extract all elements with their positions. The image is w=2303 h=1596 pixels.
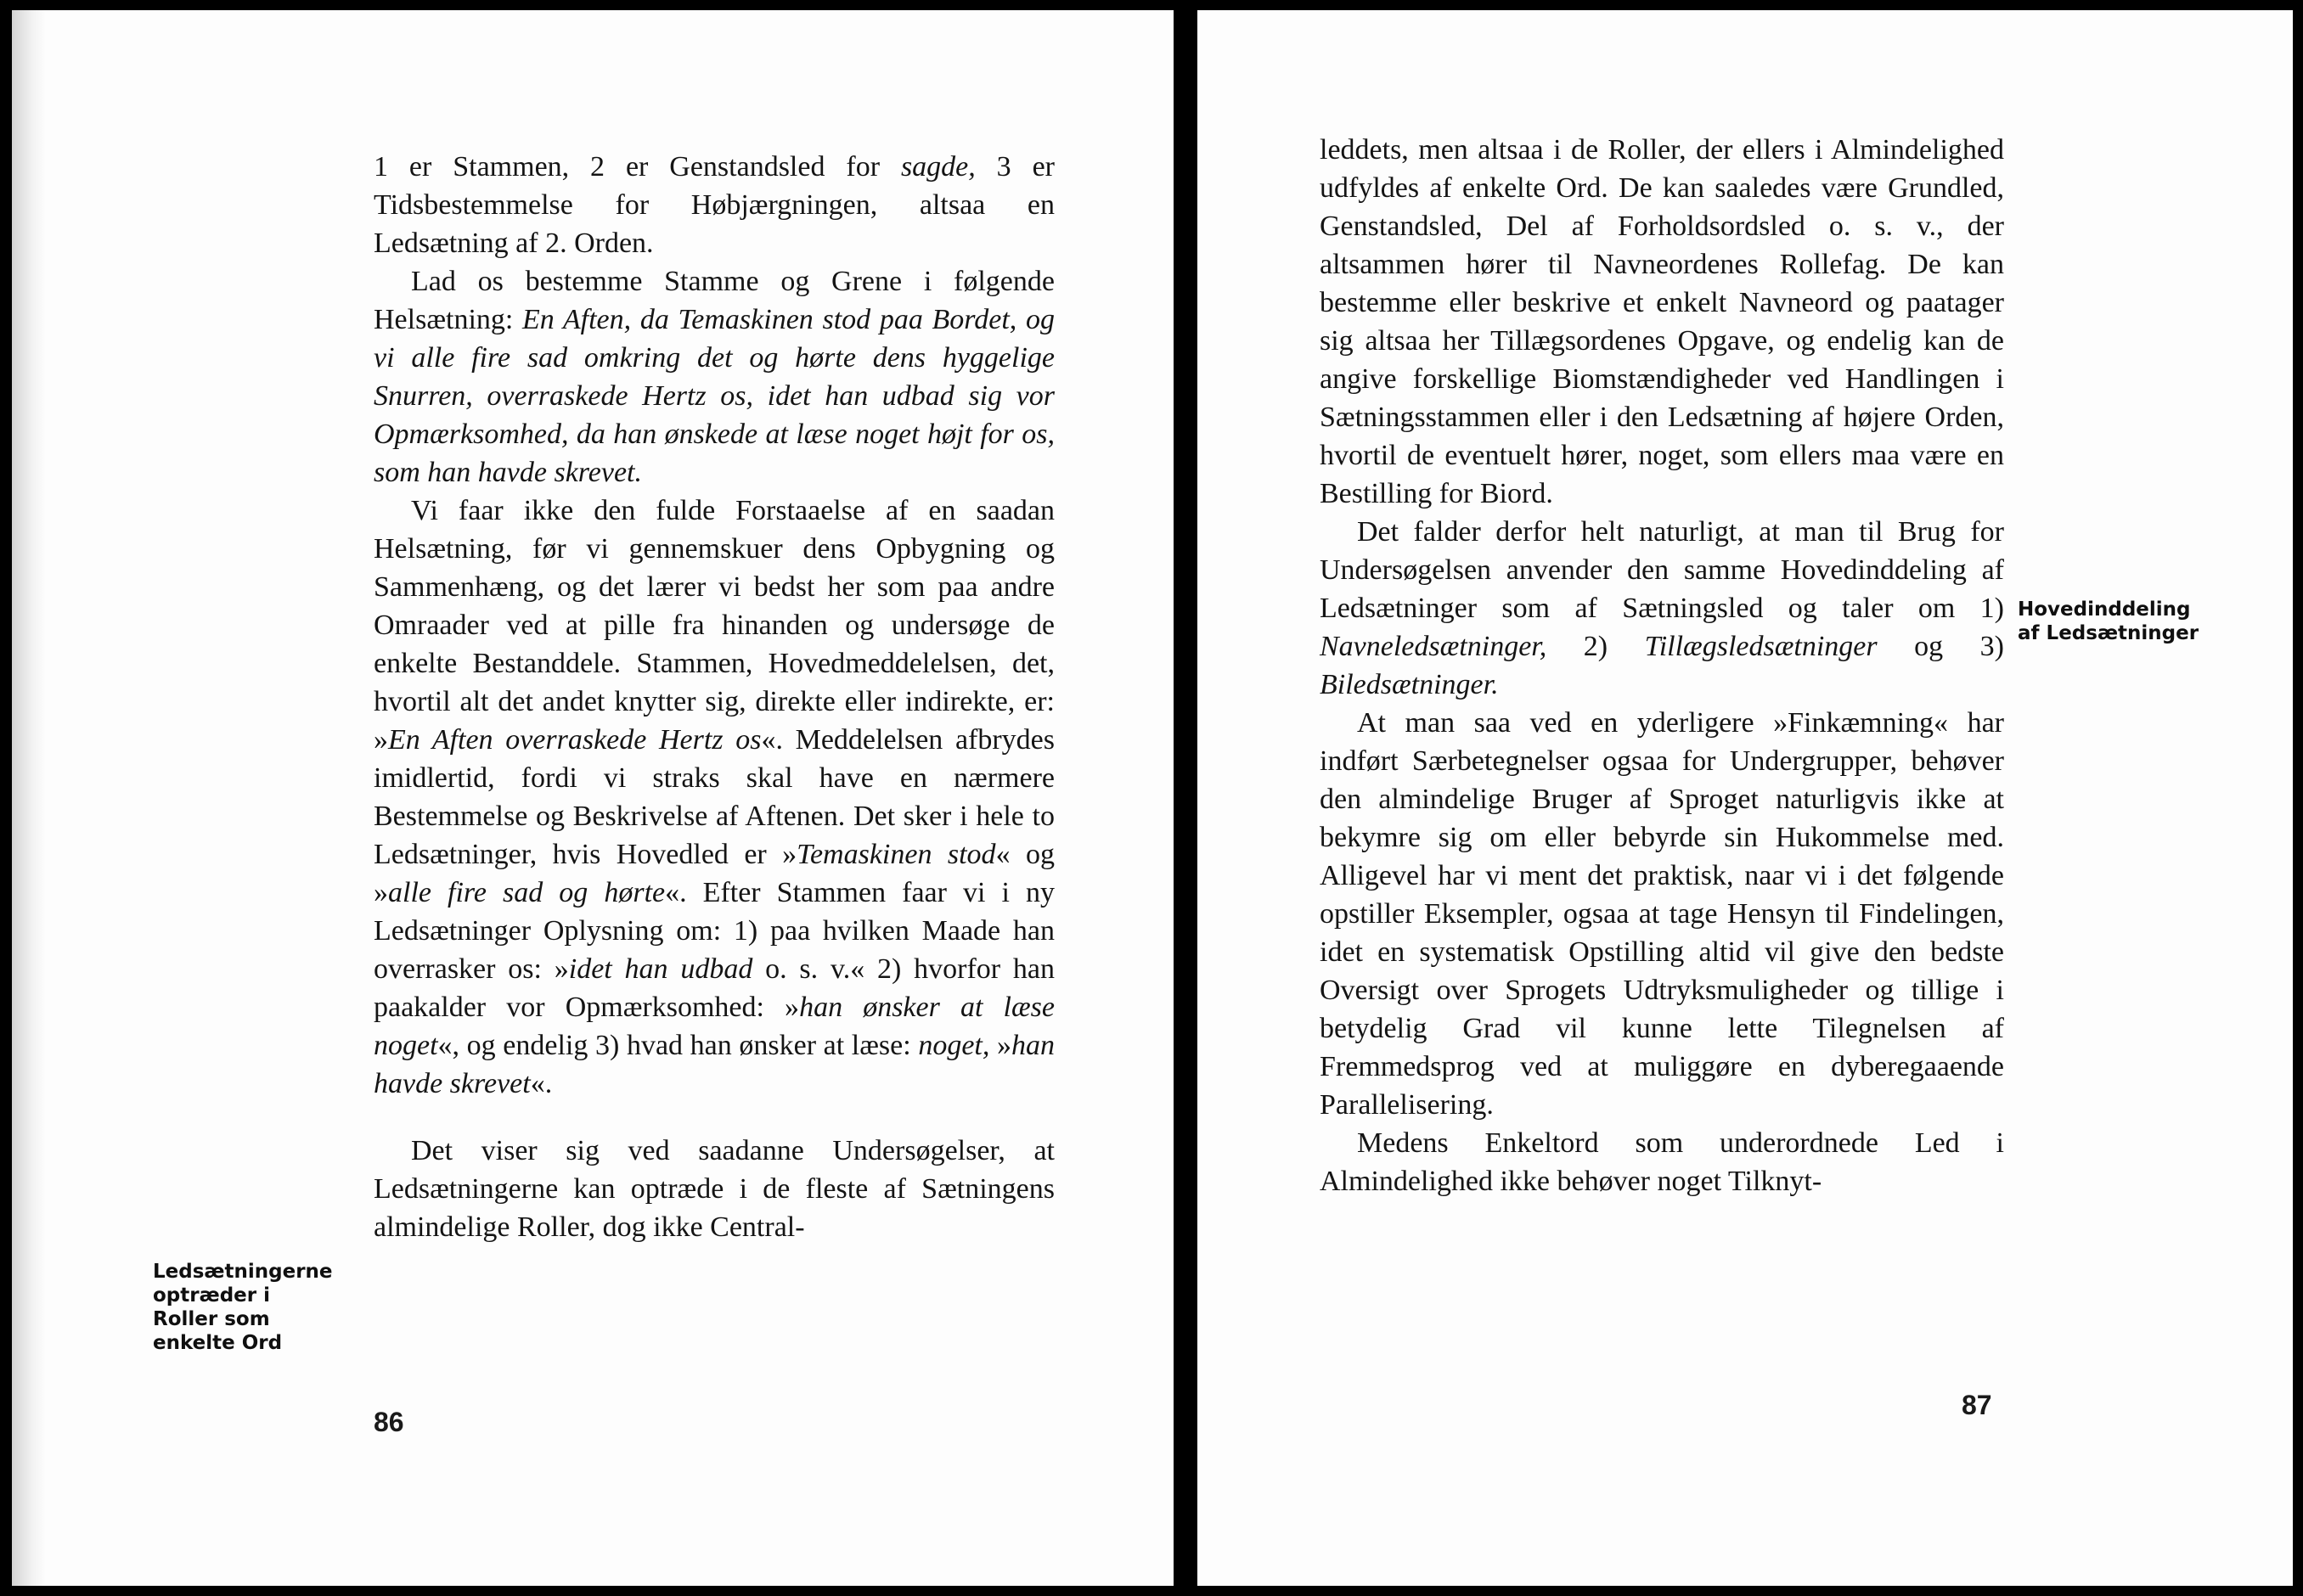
- text-run: «.: [530, 1068, 553, 1099]
- text-run: o. s. v.« 2) hvorfor han paakalder vor Opmærksomhed: »: [374, 953, 1056, 1023]
- margin-note-right: [2018, 598, 2238, 645]
- italic-text: En Aften overraskede Hertz os: [388, 724, 762, 756]
- text-run: leddets, men altsaa i de Roller, der ellers i Almindelighed udfyldes af enkelte Ord. De kan saaledes være Grundled, Genstandsled, Del af Forholdsordsled o. s. v., der altsammen hører til Navneordenes Rollefag. De kan bestemme eller beskrive et enkelt Navneord og paatager sig altsaa her Tillægsordenes Opgave, og endelig kan de angive forskellige Biomstændigheder ved Handlingen i Sætningsstammen eller i den Ledsætning af højere Orden, hvortil de eventuelt hører, noget, som ellers maa være en Bestilling for Biord.: [1320, 134, 2004, 509]
- italic-text: han ønsker at læse noget: [374, 992, 1055, 1061]
- margin-note-left: [153, 1260, 357, 1355]
- paragraph: [1320, 131, 2004, 513]
- text-run: og 3): [1877, 631, 2004, 662]
- text-run: Lad os bestemme Stamme og Grene i følgende Helsætning:: [374, 266, 1055, 335]
- margin-note-line: af Ledsætninger: [2018, 622, 2199, 644]
- paragraph: [374, 148, 1055, 262]
- binding-shadow: [12, 10, 46, 1586]
- margin-note-line: optræder i: [153, 1284, 270, 1307]
- italic-text: sagde,: [900, 151, 976, 183]
- text-run: « og »: [374, 839, 1055, 908]
- text-run: 2): [1546, 631, 1645, 662]
- body-text-left: [374, 148, 1055, 1246]
- body-text-right: [1320, 131, 2004, 1200]
- paragraph: [1320, 1124, 2004, 1200]
- margin-note-line: Roller som: [153, 1308, 270, 1330]
- margin-note-line: Ledsætningerne: [153, 1261, 333, 1283]
- paragraph: [374, 262, 1055, 492]
- page-number-right: 87: [1962, 1390, 1992, 1420]
- text-run: Det falder derfor helt naturligt, at man til Brug for Undersøgelsen anvender den samme Hovedinddeling af Ledsætninger som af Sætningsled og taler om 1): [1320, 516, 2004, 624]
- text-run: «. Efter Stammen faar vi i ny Ledsætninger Oplysning om: 1) paa hvilken Maade han overrasker os: »: [374, 877, 1055, 985]
- text-run: Medens Enkeltord som underordnede Led i Almindelighed ikke behøver noget Tilknyt-: [1320, 1127, 2004, 1197]
- italic-text: Tillægsledsætninger: [1644, 631, 1878, 662]
- paragraph: [1320, 704, 2004, 1124]
- text-run: At man saa ved en yderligere »Finkæmning« har indført Særbetegnelser ogsaa for Undergrupper, behøver den almindelige Bruger af Sproget naturligvis ikke at bekymre sig om eller bebyrde sin Hukommelse med. Alligevel har vi ment det praktisk, naar vi i det følgende opstiller Eksempler, ogsaa at tage Hensyn til Findelingen, idet en systematisk Opstilling altid vil give den bedste Oversigt over Sprogets Udtryksmuligheder og tillige i betydelig Grad vil kunne lette Tilegnelsen af Fremmedsprog ved at muliggøre en dyberegaaende Parallelisering.: [1320, 707, 2004, 1121]
- margin-note-line: enkelte Ord: [153, 1332, 283, 1354]
- paragraph: [374, 492, 1055, 1103]
- italic-text: idet han udbad: [568, 953, 753, 985]
- italic-text: noget,: [918, 1030, 997, 1061]
- margin-note-line: Hovedinddeling: [2018, 598, 2191, 621]
- text-run: 1 er Stammen, 2 er Genstandsled for: [374, 151, 901, 183]
- italic-text: En Aften, da Temaskinen stod paa Bordet, og vi alle fire sad omkring det og hørte dens hyggelige Snurren, overraskede Hertz os, idet han udbad sig vor Opmærksomhed, da han ønskede at læse noget højt for os, som han havde skrevet.: [374, 304, 1055, 488]
- text-run: Det viser sig ved saadanne Undersøgelser, at Ledsætningerne kan optræde i de fleste af Sætningens almindelige Roller, dog ikke Central-: [374, 1135, 1055, 1243]
- text-run: «, og endelig 3) hvad han ønsker at læse:: [437, 1030, 919, 1061]
- text-run: 3 er Tidsbestemmelse for Høbjærgningen, altsaa en Ledsætning af 2. Orden.: [374, 151, 1055, 259]
- italic-text: alle fire sad og hørte: [388, 877, 666, 908]
- left-page: [12, 10, 1174, 1586]
- paragraph: [1320, 513, 2004, 704]
- paragraph: [374, 1132, 1055, 1246]
- italic-text: Biledsætninger.: [1320, 669, 1499, 700]
- text-run: «. Meddelelsen afbrydes imidlertid, fordi vi straks skal have en nærmere Bestemmelse og Beskrivelse af Aftenen. Det sker i hele to Ledsætninger, hvis Hovedled er »: [374, 724, 1056, 870]
- italic-text: han havde skrevet: [374, 1030, 1055, 1099]
- page-number-left: 86: [374, 1407, 404, 1437]
- text-run: »: [997, 1030, 1011, 1061]
- right-page: [1197, 10, 2293, 1586]
- italic-text: Temaskinen stod: [797, 839, 996, 870]
- italic-text: Navneledsætninger,: [1320, 631, 1547, 662]
- text-run: Vi faar ikke den fulde Forstaaelse af en saadan Helsætning, før vi gennemskuer dens Opbygning og Sammenhæng, og det lærer vi bedst her som paa andre Omraader ved at pille fra hinanden og undersøge de enkelte Bestanddele. Stammen, Hovedmeddelelsen, det, hvortil alt det andet knytter sig, direkte eller indirekte, er: »: [374, 495, 1055, 756]
